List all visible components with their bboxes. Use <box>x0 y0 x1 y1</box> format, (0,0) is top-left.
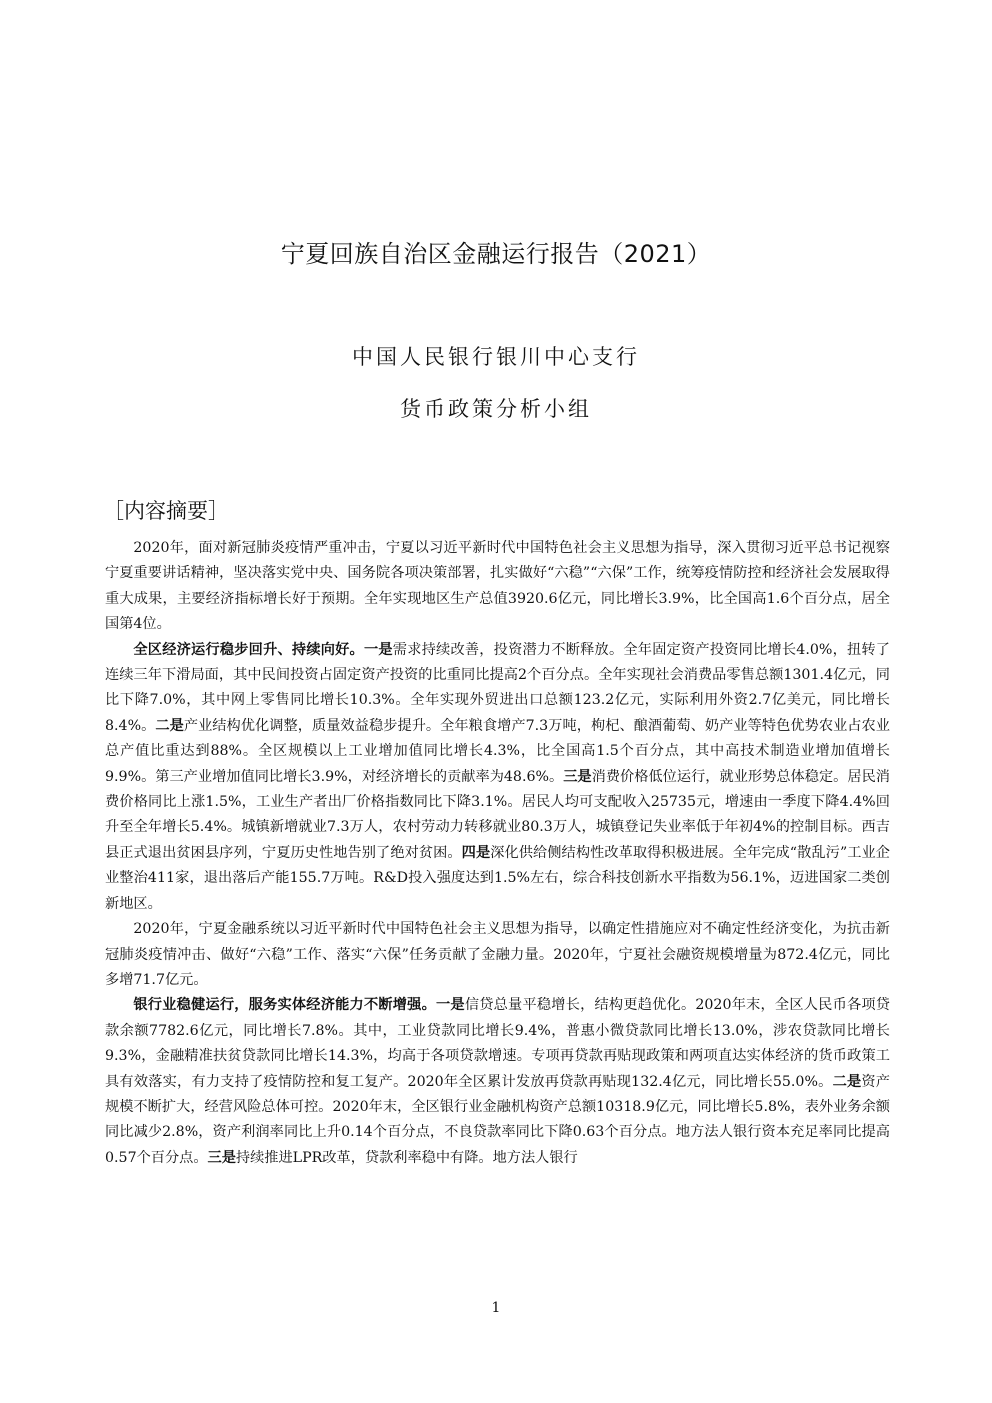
point-text: 信贷总量平稳增长，结构更趋优化。2020年末，全区人民币各项贷款余额7782.6亿元，同比增长7.8%。其中，工业贷款同比增长9.4%，普惠小微贷款同比增长13.0%，涉农贷款同比增长9.3%，金融精准扶贫贷款同比增长14.3%，均高于各项贷款增速。专项再贷款再贴现政策和两项直达实体经济的货币政策工具有效落实，有力支持了疫情防控和复工复产。2020年全区累计发放再贷款再贴现132.4亿元，同比增长55.0%。 <box>105 997 890 1090</box>
paragraph-overview: 2020年，面对新冠肺炎疫情严重冲击，宁夏以习近平新时代中国特色社会主义思想为指导，深入贯彻习近平总书记视察宁夏重要讲话精神，坚决落实党中央、国务院各项决策部署，扎实做好“六稳”“六保”工作，统筹疫情防控和经济社会发展取得重大成果，主要经济指标增长好于预期。全年实现地区生产总值3920.6亿元，同比增长3.9%，比全国高1.6个百分点，居全国第4位。 <box>105 540 890 633</box>
point-text: 需求持续改善，投资潜力不断释放。全年固定资产投资同比增长4.0%，扭转了连续三年下滑局面，其中民间投资占固定资产投资的比重同比提高2个百分点。全年实现社会消费品零售总额1301.4亿元，同比下降7.0%，其中网上零售同比增长10.3%。全年实现外贸进出口总额123.2亿元，实际利用外资2.7亿美元，同比增长8.4%。 <box>105 641 890 734</box>
document-title: 宁夏回族自治区金融运行报告（2021） <box>280 240 712 268</box>
point-text: 持续推进LPR改革，贷款利率稳中有降。地方法人银行 <box>235 1149 578 1166</box>
author-group: 货币政策分析小组 <box>400 397 592 421</box>
paragraph-lead: 全区经济运行稳步回升、持续向好。 <box>133 641 364 658</box>
paragraph-finance-system: 2020年，宁夏金融系统以习近平新时代中国特色社会主义思想为指导，以确定性措施应对不确定性经济变化，为抗击新冠肺炎疫情冲击、做好“六稳”工作、落实“六保”任务贡献了金融力量。2020年，宁夏社会融资规模增量为872.4亿元，同比多增71.7亿元。 <box>105 921 890 988</box>
abstract-heading: ［内容摘要］ <box>103 499 229 523</box>
point-marker: 二是 <box>832 1073 862 1090</box>
point-marker: 四是 <box>461 844 491 861</box>
point-marker: 三是 <box>563 768 592 785</box>
point-text: 产业结构优化调整，质量效益稳步提升。全年粮食增产7.3万吨，枸杞、酿酒葡萄、奶产业等特色优势农业占农业总产值比重达到88%。全区规模以上工业增加值同比增长4.3%，比全国高1.5个百分点，其中高技术制造业增加值增长9.9%。第三产业增加值同比增长3.9%，对经济增长的贡献率为48.6%。 <box>105 717 890 785</box>
point-marker: 一是 <box>436 997 465 1014</box>
point-marker: 二是 <box>155 717 184 734</box>
point-marker: 一是 <box>363 641 393 658</box>
point-text: 消费价格低位运行，就业形势总体稳定。居民消费价格同比上涨1.5%，工业生产者出厂价格指数同比下降3.1%。居民人均可支配收入25735元，增速由一季度下降4.4%回升至全年增长5.4%。城镇新增就业7.3万人，农村劳动力转移就业80.3万人，城镇登记失业率低于年初4%的控制目标。西吉县正式退出贫困县序列，宁夏历史性地告别了绝对贫困。 <box>105 768 890 861</box>
point-text: 深化供给侧结构性改革取得积极进展。全年完成“散乱污”工业企业整治411家，退出落后产能155.7万吨。R&D投入强度达到1.5%左右，综合科技创新水平指数为56.1%，迈进国家二类创新地区。 <box>105 844 890 912</box>
paragraph-economy <box>105 638 890 917</box>
point-marker: 三是 <box>207 1149 236 1166</box>
abstract-body <box>105 536 890 1171</box>
paragraph-lead: 银行业稳健运行，服务实体经济能力不断增强。 <box>133 997 436 1014</box>
page-number: 1 <box>491 1300 501 1316</box>
author-organization: 中国人民银行银川中心支行 <box>352 345 640 369</box>
point-text: 资产规模不断扩大，经营风险总体可控。2020年末，全区银行业金融机构资产总额10318.9亿元，同比增长5.8%，表外业务余额同比减少2.8%，资产利润率同比上升0.14个百分点，不良贷款率同比下降0.63个百分点。地方法人银行资本充足率同比提高0.57个百分点。 <box>105 1073 890 1166</box>
paragraph-banking <box>105 993 890 1171</box>
